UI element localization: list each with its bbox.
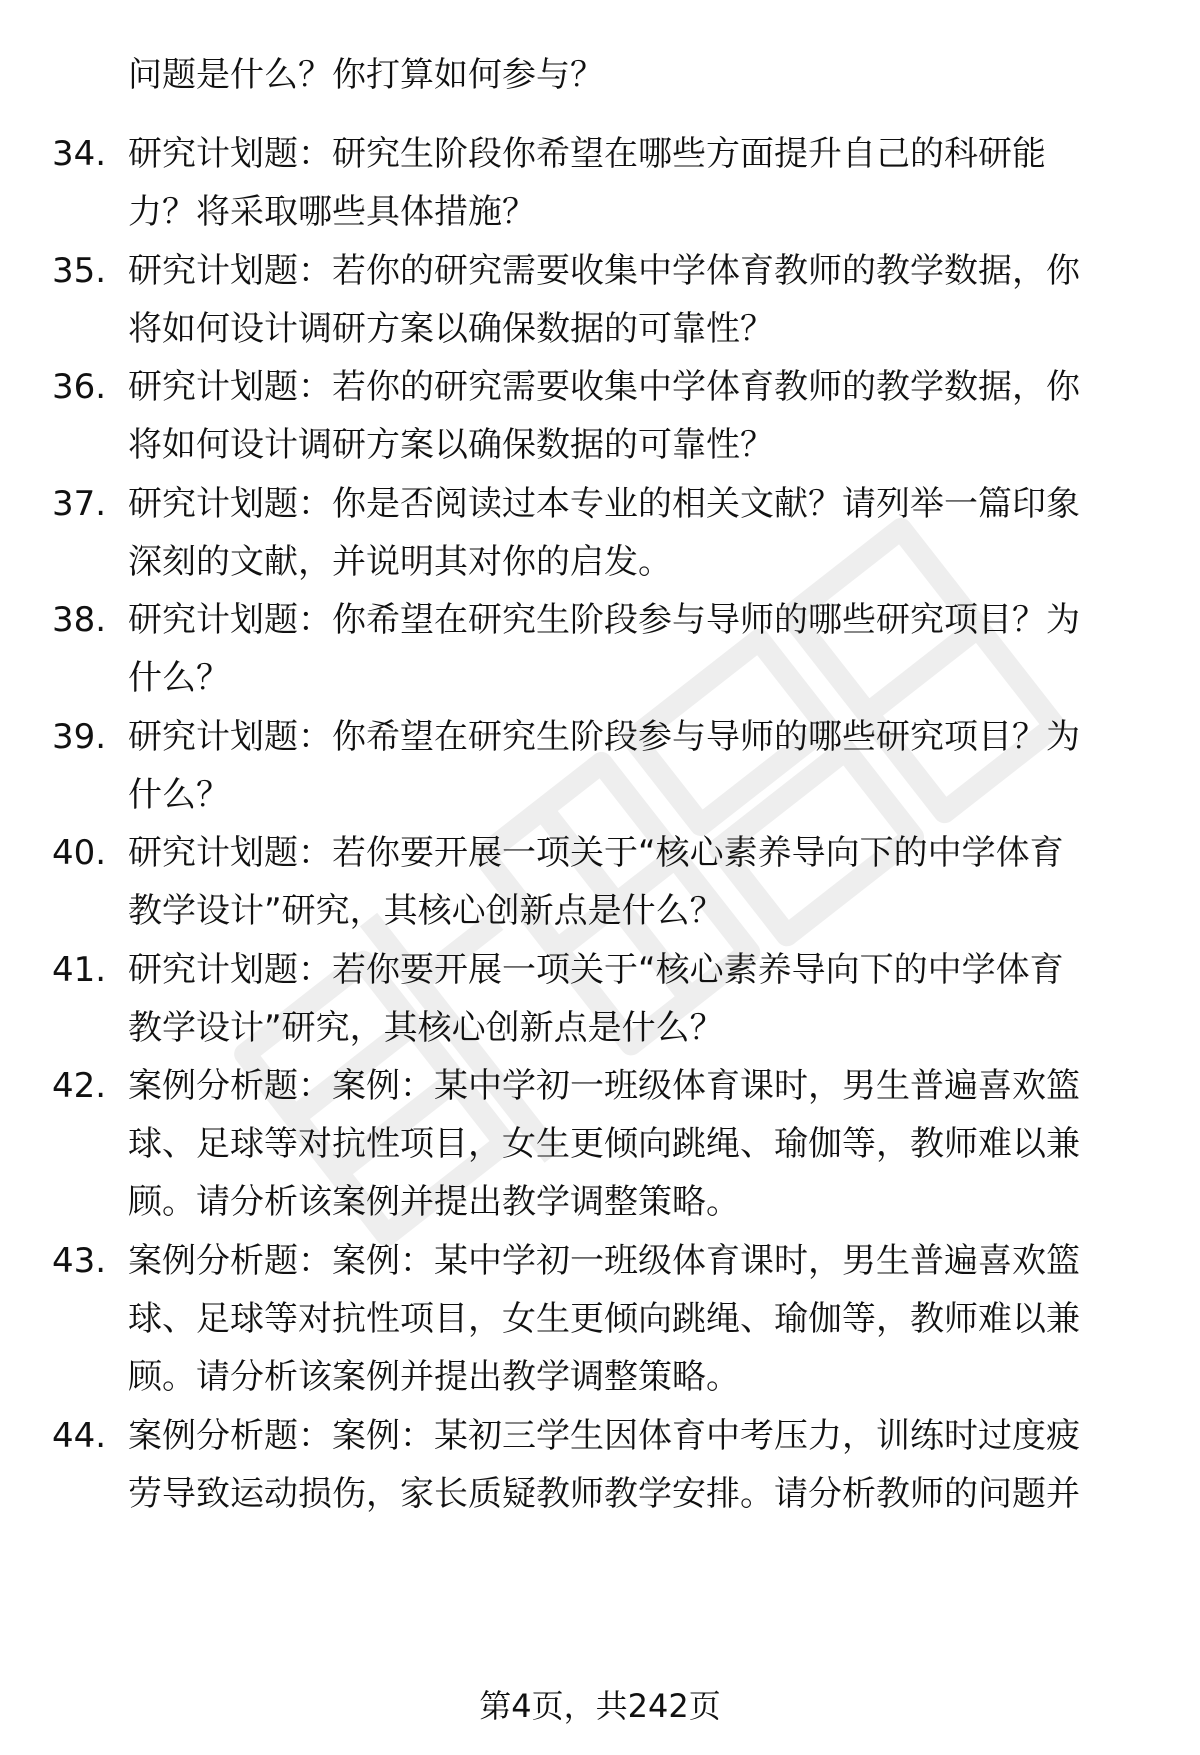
question-number: 36.: [52, 367, 107, 407]
question-text-line: 研究计划题：你是否阅读过本专业的相关文献？请列举一篇印象: [128, 484, 1080, 524]
question-text-line: 案例分析题：案例：某中学初一班级体育课时，男生普遍喜欢篮: [128, 1066, 1080, 1106]
question-text-line: 将如何设计调研方案以确保数据的可靠性？: [128, 309, 774, 349]
question-number: 34.: [52, 134, 107, 174]
question-text-line: 研究计划题：若你要开展一项关于“核心素养导向下的中学体育: [128, 833, 1064, 873]
question-text-line: 研究计划题：若你要开展一项关于“核心素养导向下的中学体育: [128, 950, 1064, 990]
question-text-line: 研究计划题：你希望在研究生阶段参与导师的哪些研究项目？为: [128, 717, 1080, 757]
question-text-line: 劳导致运动损伤，家长质疑教师教学安排。请分析教师的问题并: [128, 1474, 1080, 1514]
question-text-line: 深刻的文献，并说明其对你的启发。: [128, 542, 672, 582]
question-text-line: 研究计划题：若你的研究需要收集中学体育教师的教学数据，你: [128, 367, 1080, 407]
question-number: 42.: [52, 1066, 107, 1106]
question-text-line: 将如何设计调研方案以确保数据的可靠性？: [128, 425, 774, 465]
question-text-line: 案例分析题：案例：某初三学生因体育中考压力，训练时过度疲: [128, 1416, 1080, 1456]
question-number: 37.: [52, 484, 107, 524]
question-text-line: 什么？: [128, 658, 230, 698]
question-text-line: 顾。请分析该案例并提出教学调整策略。: [128, 1357, 740, 1397]
question-text-line: 研究计划题：若你的研究需要收集中学体育教师的教学数据，你: [128, 251, 1080, 291]
question-text-line: 案例分析题：案例：某中学初一班级体育课时，男生普遍喜欢篮: [128, 1241, 1080, 1281]
question-number: 40.: [52, 833, 107, 873]
question-number: 44.: [52, 1416, 107, 1456]
question-text-line: 球、足球等对抗性项目，女生更倾向跳绳、瑜伽等，教师难以兼: [128, 1299, 1080, 1339]
question-text-line: 什么？: [128, 775, 230, 815]
question-text-line: 教学设计”研究，其核心创新点是什么？: [128, 1008, 724, 1048]
question-text-line: 顾。请分析该案例并提出教学调整策略。: [128, 1182, 740, 1222]
question-number: 38.: [52, 600, 107, 640]
question-text-line: 研究计划题：你希望在研究生阶段参与导师的哪些研究项目？为: [128, 600, 1080, 640]
question-text-line: 力？将采取哪些具体措施？: [128, 192, 536, 232]
question-number: 41.: [52, 950, 107, 990]
question-text-line: 教学设计”研究，其核心创新点是什么？: [128, 891, 724, 931]
question-text-line: 研究计划题：研究生阶段你希望在哪些方面提升自己的科研能: [128, 134, 1046, 174]
question-text-line: 球、足球等对抗性项目，女生更倾向跳绳、瑜伽等，教师难以兼: [128, 1124, 1080, 1164]
question-number: 43.: [52, 1241, 107, 1281]
continued-question-text: 问题是什么？你打算如何参与？: [128, 55, 604, 95]
question-number: 39.: [52, 717, 107, 757]
page-footer: 第4页，共242页: [479, 1687, 721, 1725]
question-number: 35.: [52, 251, 107, 291]
